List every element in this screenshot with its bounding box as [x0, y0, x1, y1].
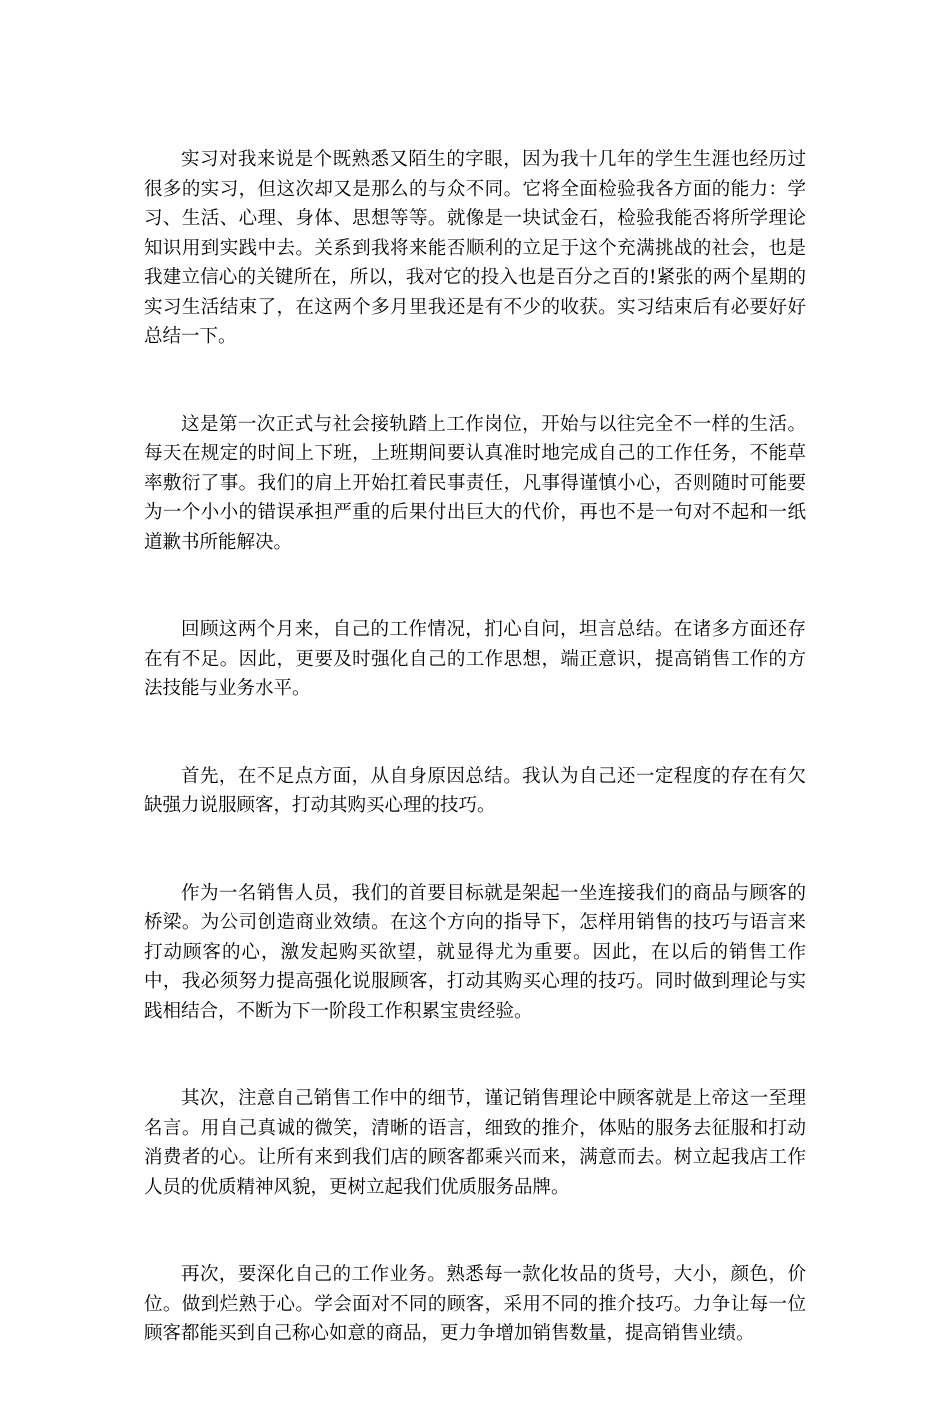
paragraph-4: 首先，在不足点方面，从自身原因总结。我认为自己还一定程度的存在有欠缺强力说服顾客，打动其购买心理的技巧。: [144, 765, 806, 816]
paragraph-3: 回顾这两个月来，自己的工作情况，扪心自问，坦言总结。在诸多方面还存在有不足。因此，更要及时强化自己的工作思想，端正意识，提高销售工作的方法技能与业务水平。: [144, 619, 806, 699]
paragraph-6: 其次，注意自己销售工作中的细节，谨记销售理论中顾客就是上帝这一至理名言。用自己真诚的微笑，清晰的语言，细致的推介，体贴的服务去征服和打动消费者的心。让所有来到我们店的顾客都乘兴而来，满意而去。树立起我店工作人员的优质精神风貌，更树立起我们优质服务品牌。: [144, 1088, 806, 1198]
document-body: [144, 145, 806, 1407]
paragraph-2: 这是第一次正式与社会接轨踏上工作岗位，开始与以往完全不一样的生活。每天在规定的时间上下班，上班期间要认真准时地完成自己的工作任务，不能草率敷衍了事。我们的肩上开始扛着民事责任，凡事得谨慎小心，否则随时可能要为一个小小的错误承担严重的后果付出巨大的代价，再也不是一句对不起和一纸道歉书所能解决。: [144, 413, 806, 553]
paragraph-7: 再次，要深化自己的工作业务。熟悉每一款化妆品的货号，大小，颜色，价位。做到烂熟于心。学会面对不同的顾客，采用不同的推介技巧。力争让每一位顾客都能买到自己称心如意的商品，更力争增加销售数量，提高销售业绩。: [144, 1264, 806, 1344]
paragraph-5: 作为一名销售人员，我们的首要目标就是架起一坐连接我们的商品与顾客的桥梁。为公司创造商业效绩。在这个方向的指导下，怎样用销售的技巧与语言来打动顾客的心，激发起购买欲望，就显得尤为重要。因此，在以后的销售工作中，我必须努力提高强化说服顾客，打动其购买心理的技巧。同时做到理论与实践相结合，不断为下一阶段工作积累宝贵经验。: [144, 882, 806, 1022]
paragraph-1: 实习对我来说是个既熟悉又陌生的字眼，因为我十几年的学生生涯也经历过很多的实习，但这次却又是那么的与众不同。它将全面检验我各方面的能力：学习、生活、心理、身体、思想等等。就像是一块试金石，检验我能否将所学理论知识用到实践中去。关系到我将来能否顺利的立足于这个充满挑战的社会，也是我建立信心的关键所在，所以，我对它的投入也是百分之百的!紧张的两个星期的实习生活结束了，在这两个多月里我还是有不少的收获。实习结束后有必要好好总结一下。: [144, 149, 806, 347]
